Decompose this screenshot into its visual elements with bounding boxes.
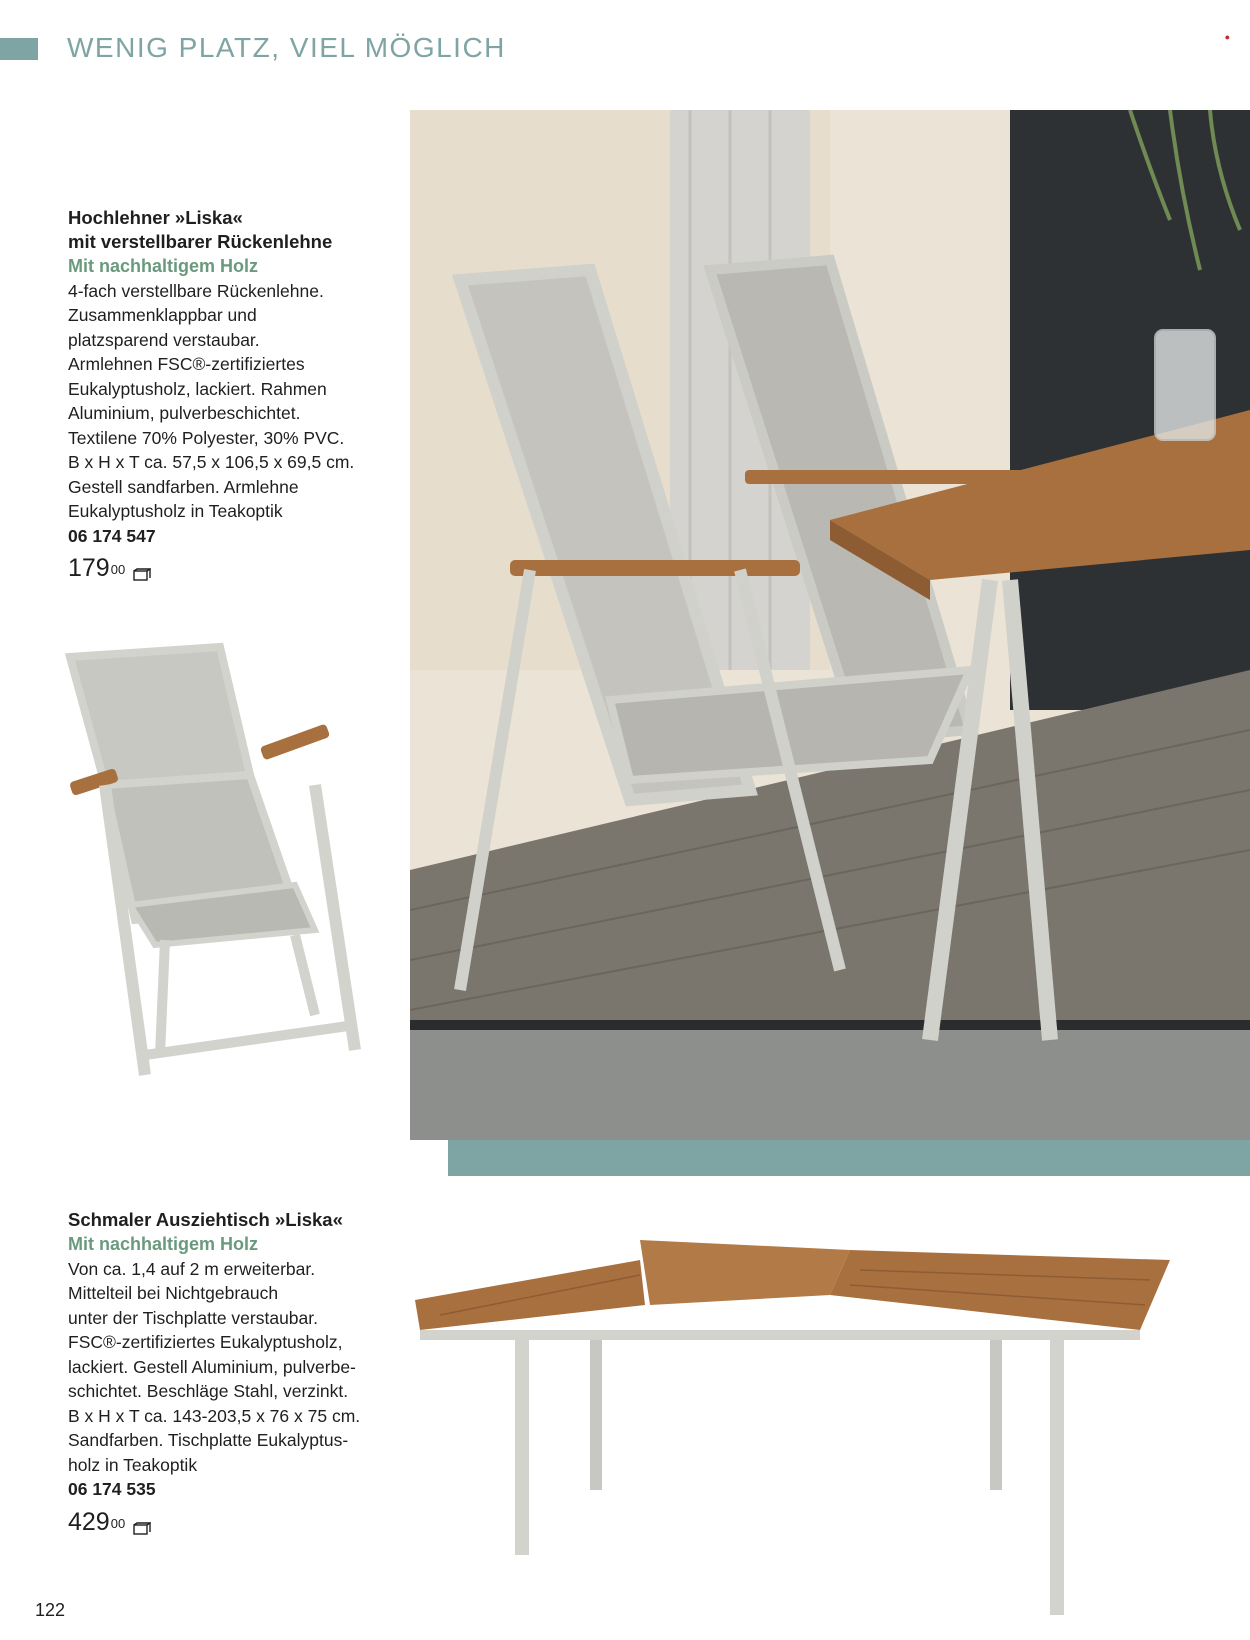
page-number: 122	[35, 1600, 66, 1620]
description-line: Mittelteil bei Nichtgebrauch	[68, 1283, 279, 1303]
product-title	[68, 206, 398, 254]
teal-accent-band	[448, 1140, 1250, 1176]
lifestyle-photo	[410, 110, 1250, 1140]
description-line: Eukalyptusholz in Teakoptik	[68, 501, 283, 521]
description-line: platzsparend verstaubar.	[68, 329, 260, 350]
parcel-shipping-icon	[133, 562, 151, 587]
description-line: Eukalyptusholz, lackiert. Rahmen	[68, 378, 327, 399]
description-line: FSC®-zertifiziertes Eukalyptusholz,	[68, 1332, 343, 1352]
price	[68, 1507, 398, 1541]
article-number: 06 174 535	[68, 1479, 156, 1499]
description-line: Von ca. 1,4 auf 2 m erweiterbar.	[68, 1258, 316, 1279]
header-accent-bar	[0, 38, 38, 60]
price-main: 179	[68, 554, 110, 582]
product-chair	[68, 206, 398, 587]
price-cents: 00	[110, 1515, 126, 1531]
description-line: Armlehnen FSC®-zertifiziertes	[68, 354, 305, 374]
description-line: 4-fach verstellbare Rückenlehne.	[68, 280, 324, 301]
description-line: lackiert. Gestell Aluminium, pulverbe-	[68, 1356, 356, 1377]
parcel-shipping-icon	[133, 1516, 151, 1541]
page-title: WENIG PLATZ, VIEL MÖGLICH	[67, 32, 506, 63]
description-line: Sandfarben. Tischplatte Eukalyptus-	[68, 1430, 349, 1450]
description-line: B x H x T ca. 143-203,5 x 76 x 75 cm.	[68, 1405, 361, 1426]
product-description	[68, 279, 398, 524]
description-line: Aluminium, pulverbeschichtet.	[68, 403, 301, 423]
product-title-line: mit verstellbarer Rückenlehne	[68, 231, 333, 252]
brand-mark-icon: ●	[1224, 32, 1230, 42]
description-line: schichtet. Beschläge Stahl, verzinkt.	[68, 1381, 349, 1401]
price-main: 429	[68, 1507, 110, 1536]
chair-product-photo	[65, 635, 415, 1105]
product-title	[68, 1208, 398, 1232]
sustainability-claim: Mit nachhaltigem Holz	[68, 1234, 259, 1254]
description-line: Gestell sandfarben. Armlehne	[68, 476, 299, 497]
table-product-photo	[410, 1220, 1210, 1620]
description-line: Textilene 70% Polyester, 30% PVC.	[68, 427, 345, 448]
description-line: Zusammenklappbar und	[68, 305, 257, 325]
price	[68, 556, 398, 587]
description-line: unter der Tischplatte verstaubar.	[68, 1307, 318, 1328]
sustainability-claim: Mit nachhaltigem Holz	[68, 256, 259, 276]
product-title-line: Schmaler Ausziehtisch »Liska«	[68, 1209, 343, 1230]
product-description	[68, 1257, 398, 1478]
product-title-line: Hochlehner »Liska«	[68, 207, 243, 228]
article-number: 06 174 547	[68, 525, 156, 546]
description-line: holz in Teakoptik	[68, 1454, 198, 1475]
description-line: B x H x T ca. 57,5 x 106,5 x 69,5 cm.	[68, 452, 355, 472]
price-cents: 00	[110, 562, 126, 577]
product-table	[68, 1208, 398, 1540]
